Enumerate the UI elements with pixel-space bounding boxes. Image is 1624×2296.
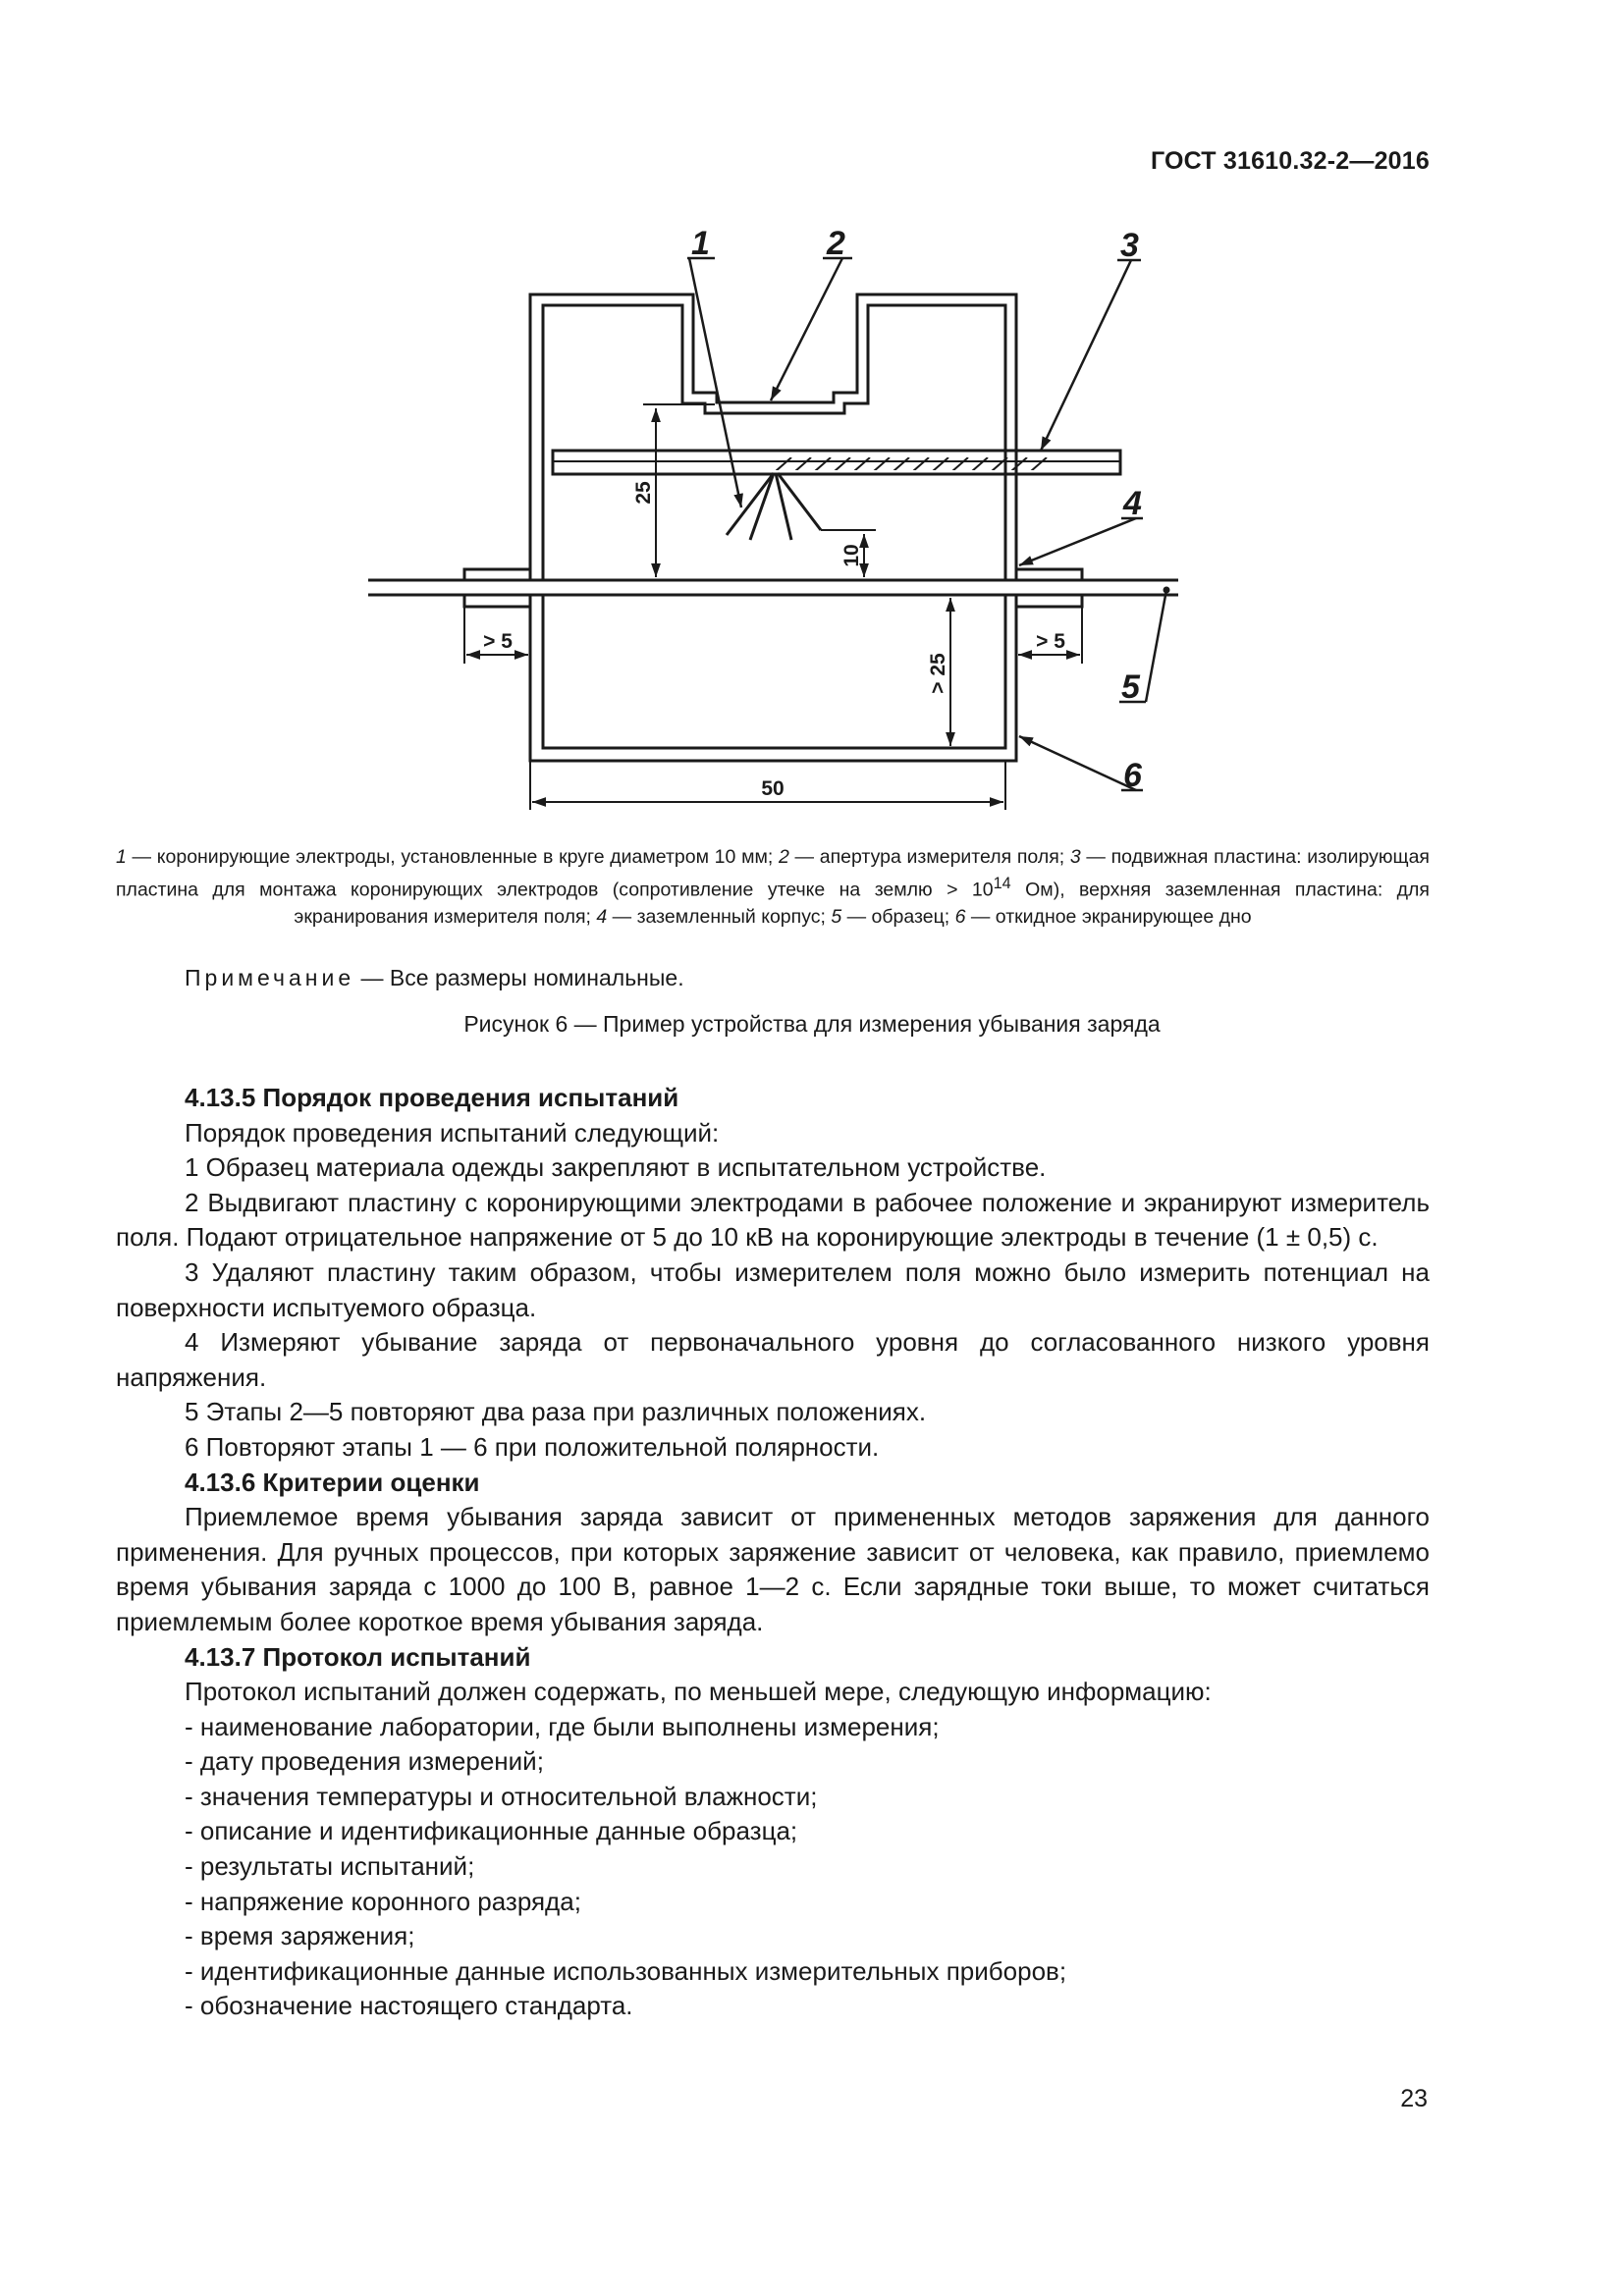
dim-50-label: 50 (761, 777, 785, 800)
list-item: - результаты испытаний; (185, 1851, 475, 1882)
leader-4 (1019, 518, 1136, 565)
dim-25-label: 25 (632, 481, 655, 505)
callout-5: 5 (1121, 668, 1140, 706)
callout-2: 2 (827, 225, 845, 262)
paragraph: 6 Повторяют этапы 1 — 6 при положительной полярности. (185, 1431, 880, 1462)
flange-right (1016, 569, 1082, 579)
callout-1: 1 (691, 225, 710, 262)
leader-5 (1146, 590, 1166, 702)
paragraph: 2 Выдвигают пластину с коронирующими электродами в рабочее положение и экранируют измеритель поля. Подают отрицательное напряжение от 5 до 10 кВ на коронирующие электроды в течение (1 ± 0,5) с. (116, 1187, 1430, 1253)
section-heading-4-13-7: 4.13.7 Протокол испытаний (185, 1641, 531, 1672)
section-heading-4-13-5: 4.13.5 Порядок проведения испытаний (185, 1083, 679, 1112)
leader-3 (1041, 260, 1131, 451)
paragraph: Протокол испытаний должен содержать, по меньшей мере, следующую информацию: (185, 1677, 1212, 1707)
lower-flange-left (464, 595, 530, 607)
callout-4: 4 (1123, 485, 1142, 522)
note-label: Примечание (185, 965, 355, 990)
list-item: - время заряжения; (185, 1921, 415, 1951)
callout-6: 6 (1123, 757, 1142, 794)
list-item: - напряжение коронного разряда; (185, 1886, 581, 1916)
list-item: - дату проведения измерений; (185, 1746, 544, 1777)
section-heading-4-13-6: 4.13.6 Критерии оценки (185, 1467, 480, 1497)
list-item: - описание и идентификационные данные образца; (185, 1816, 798, 1846)
note-text: — Все размеры номинальные. (354, 965, 684, 990)
callout-3: 3 (1120, 227, 1139, 264)
list-item: - значения температуры и относительной влажности; (185, 1781, 818, 1811)
list-item: - идентификационные данные использованных измерительных приборов; (185, 1955, 1067, 1986)
dim-lower-25-label: > 25 (927, 653, 949, 694)
flange-left (464, 569, 530, 579)
dim-left-gap-label: > 5 (483, 630, 513, 653)
housing-inner-contour (543, 305, 1005, 579)
housing-outer-contour (530, 294, 1016, 579)
main-text (116, 1081, 1430, 2024)
lower-flange-right (1016, 595, 1082, 607)
page-number: 23 (1400, 2085, 1428, 2112)
paragraph: 3 Удаляют пластину таким образом, чтобы измерителем поля можно было измерить потенциал на поверхности испытуемого образца. (116, 1256, 1430, 1322)
paragraph: 5 Этапы 2—5 повторяют два раза при различных положениях. (185, 1397, 927, 1427)
document-code: ГОСТ 31610.32-2—2016 (1150, 147, 1430, 175)
list-item: - наименование лаборатории, где были выполнены измерения; (185, 1711, 940, 1741)
paragraph: Приемлемое время убывания заряда зависит от примененных методов заряжения для данного применения. Для ручных процессов, при которых заряжение зависит от человека, как правило, приемлемо время убывания заряда с 1000 до 100 В, равное 1—2 с. Если зарядные токи выше, то может считаться приемлемым более короткое время убывания заряда. (116, 1502, 1430, 1636)
leader-6 (1019, 736, 1136, 790)
test-device-diagram (0, 216, 1624, 825)
paragraph: 4 Измеряют убывание заряда от первоначального уровня до согласованного низкого уровня напряжения. (116, 1327, 1430, 1392)
list-item: - обозначение настоящего стандарта. (185, 1991, 633, 2021)
figure-legend: 1 — коронирующие электроды, установленные в круге диаметром 10 мм; 2 — апертура измерителя поля; 3 — подвижная пластина: изолирующая пластина для монтажа коронирующих электродов (сопротивление утечке на землю > $10^{14}$ Ом), верхняя заземленная пластина: для экранирования измерителя поля; 4 — заземленный корпус; 5 — образец; 6 — откидное экранирующее дно (116, 846, 1430, 928)
figure-note (185, 965, 684, 991)
leader-1 (689, 258, 741, 507)
figure-title: Рисунок 6 — Пример устройства для измерения убывания заряда (463, 1011, 1161, 1037)
dim-10-label: 10 (840, 544, 863, 567)
leader-2 (771, 258, 842, 400)
paragraph: Порядок проведения испытаний следующий: (185, 1117, 720, 1148)
dim-right-gap-label: > 5 (1036, 630, 1065, 653)
paragraph: 1 Образец материала одежды закрепляют в испытательном устройстве. (185, 1152, 1047, 1183)
